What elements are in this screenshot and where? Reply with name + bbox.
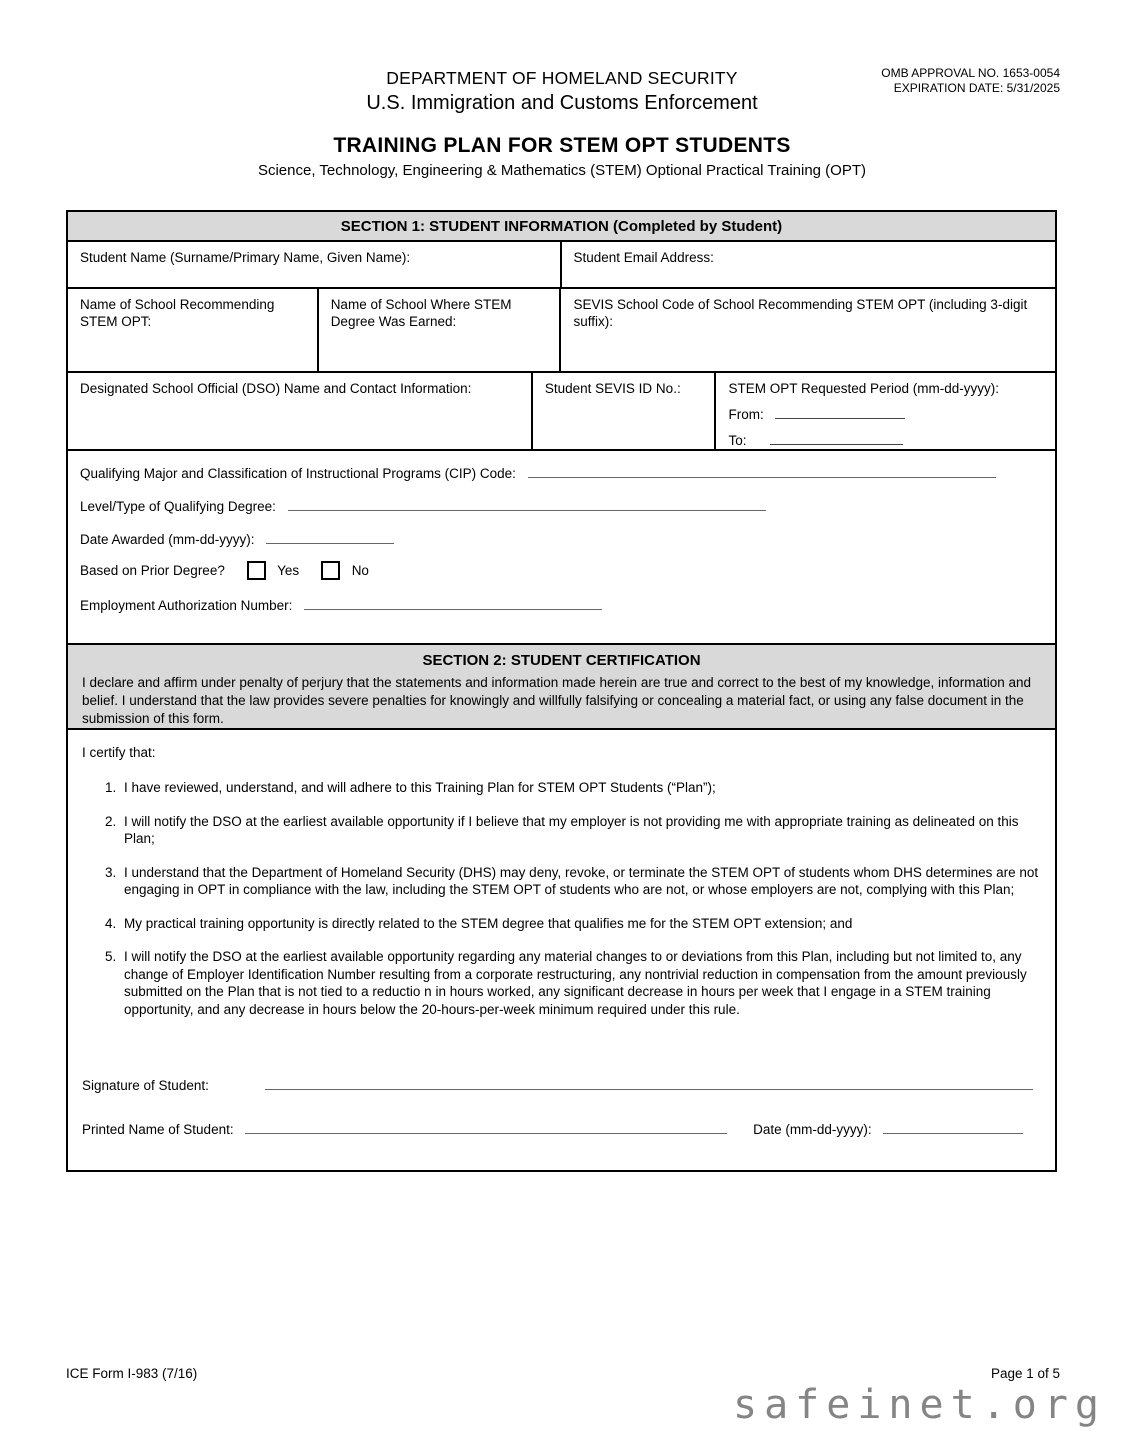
student-sevis-id-field[interactable] [533,373,717,449]
dso-contact-label: Designated School Official (DSO) Name and Contact Information: [80,381,472,396]
student-sevis-id-label: Student SEVIS ID No.: [544,381,681,396]
prior-degree-yes-checkbox[interactable] [247,561,266,580]
section2-header [68,645,1055,730]
certification-item-text: I will notify the DSO at the earliest available opportunity regarding any material changes to or deviations from this Plan, including but not limited to, any change of Employer Identification Number resulting from a corporate restructuring, any nontrivial reduction in compensation from the amount previously submitted on the Plan that is not tied to a reductio n in hours worked, any significant decrease in hours per week that I engage in a STEM training opportunity, and any decrease in hours below the 20-hours-per-week minimum required under this rule. [124,949,1027,1017]
certification-item-text: I will notify the DSO at the earliest available opportunity if I believe that my employer is not providing me with appropriate training as delineated on this Plan; [124,813,1019,846]
certification-item [120,915,1041,933]
prior-degree-no-checkbox[interactable] [321,561,340,580]
section2-title: SECTION 2: STUDENT CERTIFICATION [422,652,701,669]
opt-requested-period-label: STEM OPT Requested Period (mm-dd-yyyy): [728,381,1000,396]
student-name-field[interactable] [68,242,562,287]
degree-level-input-line[interactable] [288,496,766,511]
school-recommending-field[interactable] [68,289,319,371]
sevis-school-code-label: SEVIS School Code of School Recommending STEM OPT (including 3-digit suffix): [573,297,1028,329]
row-student-name-email [68,242,1055,289]
signature-input-line[interactable] [265,1075,1033,1090]
prior-degree-label: Based on Prior Degree? [80,563,225,579]
qualifying-degree-block [68,451,1055,643]
signature-row [82,1075,1041,1093]
date-awarded-label: Date Awarded (mm-dd-yyyy): [80,532,255,547]
employment-auth-number-label: Employment Authorization Number: [80,598,293,613]
school-recommending-label: Name of School Recommending STEM OPT: [80,297,275,329]
omb-approval-number: OMB APPROVAL NO. 1653-0054 [881,66,1060,80]
signature-date-input-line[interactable] [883,1119,1023,1134]
cip-code-label: Qualifying Major and Classification of Instructional Programs (CIP) Code: [80,466,516,481]
omb-approval-block [881,66,1060,96]
section1-header: SECTION 1: STUDENT INFORMATION (Completed by Student) [68,212,1055,242]
form-subtitle: Science, Technology, Engineering & Mathematics (STEM) Optional Practical Training (OPT) [257,162,867,179]
row-school-info [68,289,1055,373]
opt-requested-period-field [716,373,1055,449]
certification-list [82,779,1041,1018]
form-number: ICE Form I-983 (7/16) [66,1366,198,1381]
certification-item-text: I understand that the Department of Homeland Security (DHS) may deny, revoke, or terminate the STEM OPT of students whom DHS determines are not engaging in OPT in compliance with the law, including the STEM OPT of students who are not, or whose employers are not, complying with this Plan; [124,864,1039,897]
certify-intro: I certify that: [82,745,156,760]
page-indicator: Page 1 of 5 [990,1366,1060,1381]
prior-degree-yes-label: Yes [277,563,300,579]
form-table [66,210,1057,1172]
period-from-input-line[interactable] [775,404,905,419]
cip-code-input-line[interactable] [528,463,996,478]
period-to-input-line[interactable] [770,430,903,445]
signature-label: Signature of Student: [82,1078,209,1093]
form-title: TRAINING PLAN FOR STEM OPT STUDENTS [333,134,791,157]
section2-declaration: I declare and affirm under penalty of perjury that the statements and information made herein are true and correct to the best of my knowledge, information and belief. I understand that the law provides severe penalties for knowingly and willfully falsifying or concealing a material fact, or using any false document in the submission of this form. [82,675,1032,726]
agency-name: DEPARTMENT OF HOMELAND SECURITY [386,68,738,88]
certification-item [120,948,1041,1018]
school-degree-earned-label: Name of School Where STEM Degree Was Earned: [330,297,512,329]
certification-item [120,779,1041,797]
certification-item-text: My practical training opportunity is directly related to the STEM degree that qualifies me for the STEM OPT extension; and [124,915,853,931]
period-from-label: From: [728,407,764,422]
prior-degree-no-label: No [351,563,369,579]
date-awarded-input-line[interactable] [266,529,394,544]
omb-expiration-date: EXPIRATION DATE: 5/31/2025 [893,81,1060,95]
signature-date-label: Date (mm-dd-yyyy): [753,1122,872,1137]
degree-level-label: Level/Type of Qualifying Degree: [80,499,276,514]
row-dso-sevis-period [68,373,1055,451]
printed-name-input-line[interactable] [245,1119,727,1134]
certification-item [120,864,1041,899]
employment-auth-number-input-line[interactable] [304,595,602,610]
printed-name-date-row [82,1119,1041,1137]
certification-body [68,730,1055,1170]
dso-contact-field[interactable] [68,373,533,449]
period-to-label: To: [728,433,747,448]
school-degree-earned-field[interactable] [319,289,562,371]
certification-item [120,813,1041,848]
student-name-label: Student Name (Surname/Primary Name, Given Name): [80,250,411,265]
printed-name-label: Printed Name of Student: [82,1122,234,1137]
student-email-label: Student Email Address: [573,250,714,265]
student-email-field[interactable] [562,242,1056,287]
agency-subname: U.S. Immigration and Customs Enforcement [366,92,758,114]
sevis-school-code-field[interactable] [561,289,1055,371]
watermark: safeinet.org [733,1382,1106,1428]
row-qualifying-degree [68,451,1055,645]
certification-item-text: I have reviewed, understand, and will adhere to this Training Plan for STEM OPT Students (“Plan”); [124,780,716,795]
